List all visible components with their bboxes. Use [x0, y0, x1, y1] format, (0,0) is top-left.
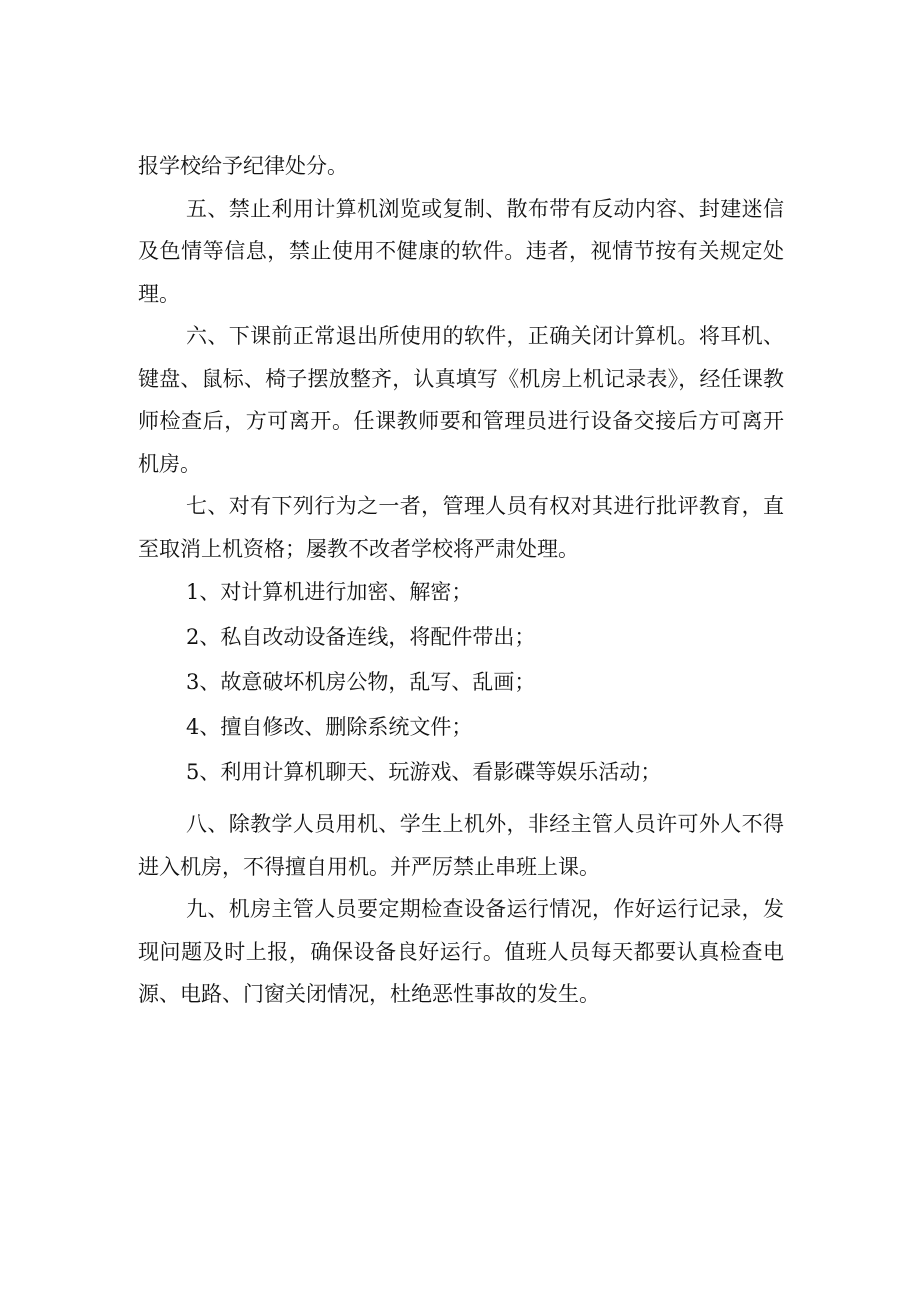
paragraph-rule-7: 七、对有下列行为之一者，管理人员有权对其进行批评教育，直至取消上机资格；屡教不改者学校将严肃处理。	[138, 494, 784, 561]
paragraph-rule-6: 六、下课前正常退出所使用的软件，正确关闭计算机。将耳机、键盘、鼠标、椅子摆放整齐，认真填写《机房上机记录表》，经任课教师检查后，方可离开。任课教师要和管理员进行设备交接后方可离开机房。	[138, 324, 784, 476]
document-page	[138, 145, 784, 1016]
list-item-1: 1、对计算机进行加密、解密；	[186, 580, 473, 604]
list-item-5: 5、利用计算机聊天、玩游戏、看影碟等娱乐活动；	[186, 760, 662, 784]
paragraph-rule-9: 九、机房主管人员要定期检查设备运行情况，作好运行记录，发现问题及时上报，确保设备良好运行。值班人员每天都要认真检查电源、电路、门窗关闭情况，杜绝恶性事故的发生。	[138, 897, 784, 1006]
list-item-2: 2、私自改动设备连线，将配件带出；	[186, 625, 536, 649]
list-item-4: 4、擅自修改、删除系统文件；	[186, 715, 473, 739]
paragraph-rule-5: 五、禁止利用计算机浏览或复制、散布带有反动内容、封建迷信及色情等信息，禁止使用不健康的软件。违者，视情节按有关规定处理。	[138, 196, 784, 306]
paragraph-rule-8: 八、除教学人员用机、学生上机外，非经主管人员许可外人不得进入机房，不得擅自用机。并严厉禁止串班上课。	[138, 812, 784, 879]
paragraph-continuation: 报学校给予纪律处分。	[138, 154, 348, 178]
list-item-3: 3、故意破坏机房公物，乱写、乱画；	[186, 670, 536, 694]
